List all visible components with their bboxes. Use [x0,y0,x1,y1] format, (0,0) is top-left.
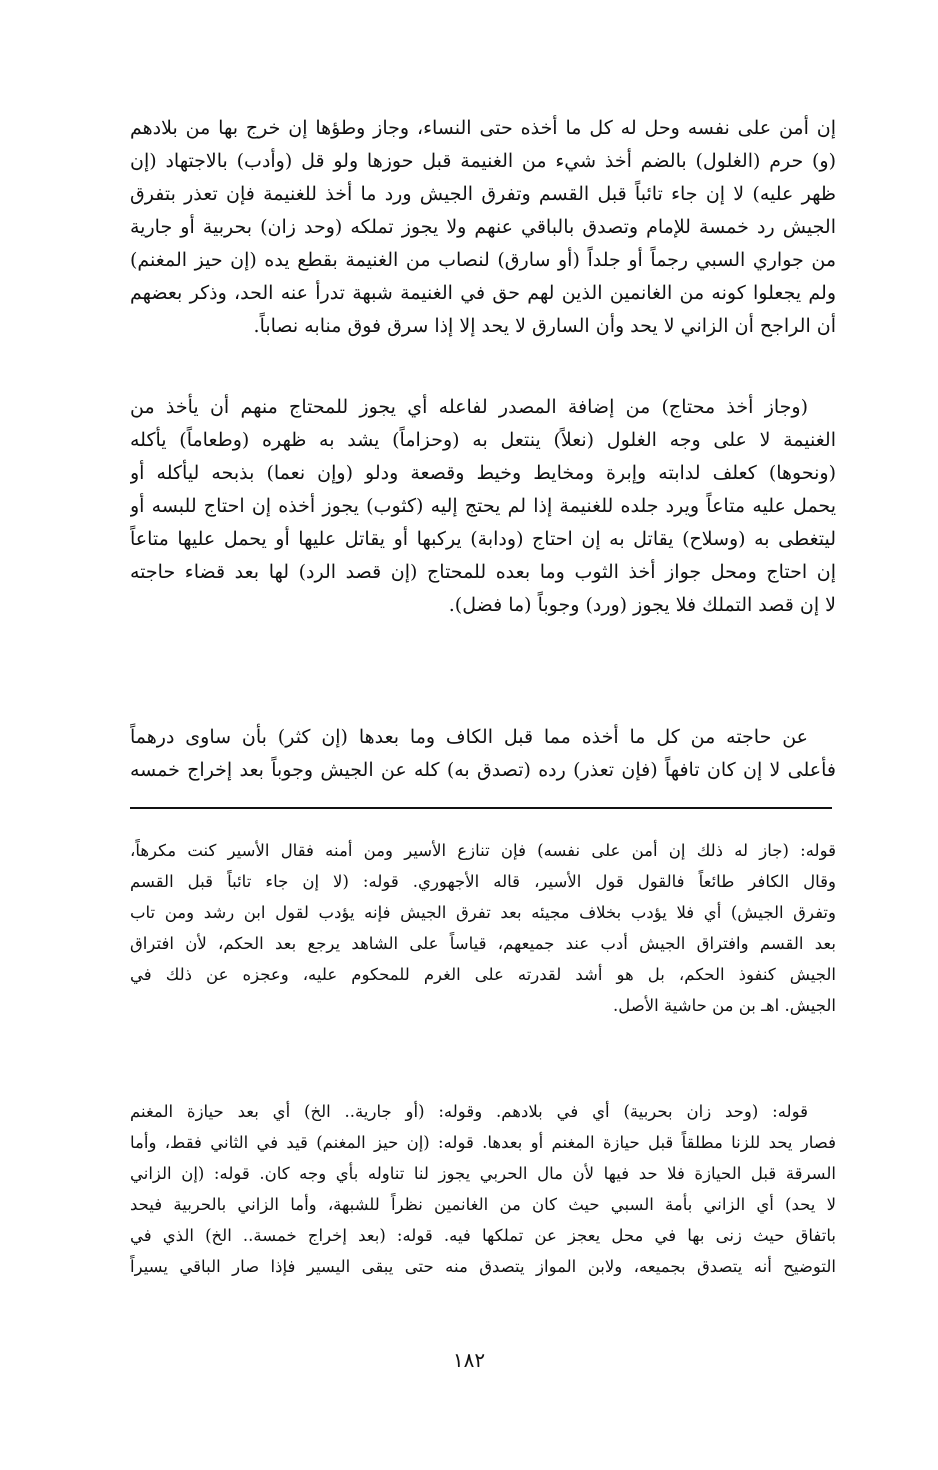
main-paragraph-3 [130,721,836,787]
text-line: من جواري السبي رجماً أو جلداً (أو سارق) لنصاب من الغنيمة بقطع يده (إن حيز المغنم) [130,249,836,271]
footnote-line: قوله: (وحد زان بحربية) أي في بلادهم. وقوله: (أو جارية.. الخ) أي بعد حيازة المغنم [130,1102,808,1121]
text-line: عن حاجته من كل ما أخذه مما قبل الكاف وما بعدها (إن كثر) بأن ساوى درهماً [130,726,808,748]
text-line: إن احتاج ومحل جواز أخذ الثوب وما بعده للمحتاج (إن قصد الرد) لها بعد قضاء حاجته [130,561,836,583]
page-number: ١٨٢ [452,1348,486,1372]
footnote-2 [130,1096,836,1282]
footnote-line: السرقة قبل الحيازة فلا حد فيها لأن مال الحربي يجوز لنا تناوله بأي وجه كان. قوله: (إن الزاني [130,1164,836,1183]
text-line: إن أمن على نفسه وحل له كل ما أخذه حتى النساء، وجاز وطؤها إن خرج بها من بلادهم [130,117,836,139]
footnote-line: وتفرق الجيش) أي فلا يؤدب بخلاف مجيئه بعد تفرق الجيش فإنه يؤدب لقول ابن رشد ومن تاب [130,903,836,922]
text-line: ليتغطى به (وسلاح) يقاتل به إن احتاج (ودابة) يركبها أو يقاتل عليها أو يحمل عليها متاعاً [130,528,836,550]
text-line: يحمل عليه متاعاً ويرد جلده للغنيمة إذا لم يحتج إليه (كثوب) يجوز أخذه إن احتاج للبسه أو [130,495,836,517]
footnote-line: التوضيح أنه يتصدق بجميعه، ولابن المواز يتصدق منه حتى يبقى اليسير فإذا صار الباقي يسيراً [130,1257,836,1276]
text-line: (وجاز أخذ محتاج) من إضافة المصدر لفاعله أي يجوز للمحتاج منهم أن يأخذ من [130,396,808,418]
text-line: ولم يجعلوا كونه من الغانمين الذين لهم حق في الغنيمة شبهة تدرأ عنه الحد، وذكر بعضهم [130,282,836,304]
main-paragraph-1 [130,112,836,343]
footnote-line: لا يحد) أي الزاني بأمة السبي حيث كان من الغانمين نظراً للشبهة، وأما الزاني بالحربية فيحد [130,1195,836,1214]
text-line: ظهر عليه) لا إن جاء تائباً قبل القسم وتفرق الجيش ورد ما أخذ للغنيمة فإن تعذر بتفرق [130,183,836,205]
text-line: فأعلى لا إن كان تافهاً (فإن تعذر) رده (تصدق به) كله عن الجيش وجوباً بعد إخراج خمسه [130,759,836,781]
footnote-line: الجيش كنفوذ الحكم، بل هو أشد لقدرته على الغرم للمحكوم عليه، وعجزه عن ذلك في [130,965,836,984]
footnote-line: وقال الكافر طائعاً فالقول قول الأسير، قاله الأجهوري. قوله: (لا إن جاء تائباً قبل القسم [130,872,836,891]
text-line: أن الراجح أن الزاني لا يحد وأن السارق لا يحد إلا إذا سرق فوق منابه نصاباً. [253,315,836,337]
text-line: (ونحوها) كعلف لدابته وإبرة ومخايط وخيط وقصعة ودلو (وإن نعما) بذبحه ليأكله أو [130,462,836,484]
footnote-1 [130,835,836,1021]
footnote-line: الجيش. اهـ بن من حاشية الأصل. [612,996,836,1015]
footnote-separator [130,807,832,809]
footnote-line: بعد القسم وافتراق الجيش أدب عند جميعهم، قياساً على الشاهد يرجع بعد الحكم، لأن افتراق [130,934,836,953]
text-line: لا إن قصد التملك فلا يجوز (ورد) وجوباً (ما فضل). [448,594,836,616]
text-line: الغنيمة لا على وجه الغلول (نعلاً) ينتعل به (وحزاماً) يشد به ظهره (وطعاماً) يأكله [130,429,836,451]
footnote-line: باتفاق حيث زنى بها في محل يعجز عن تملكها فيه. قوله: (بعد إخراج خمسة.. الخ) الذي في [130,1226,836,1245]
main-paragraph-2 [130,391,836,622]
footnote-line: قوله: (جاز له ذلك إن أمن على نفسه) فإن تنازع الأسير ومن أمنه فقال الأسير كنت مكرهاً، [130,841,836,860]
text-line: الجيش رد خمسة للإمام وتصدق بالباقي عنهم ولا يجوز تملكه (وحد زان) بحربية أو جارية [130,216,836,238]
text-line: (و) حرم (الغلول) بالضم أخذ شيء من الغنيمة قبل حوزها ولو قل (وأدب) بالاجتهاد (إن [130,150,836,172]
footnote-line: فصار يحد للزنا مطلقاً قبل حيازة المغنم أو بعدها. قوله: (إن حيز المغنم) قيد في الثاني فقط، وأما [130,1133,836,1152]
